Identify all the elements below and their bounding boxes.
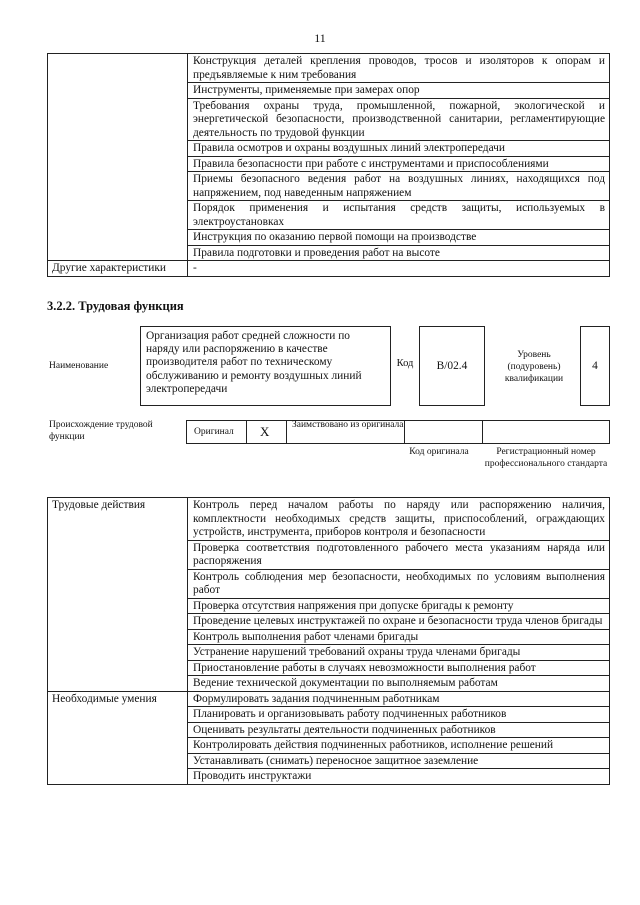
origin-borrowed-label: Заимствовано из оригинала <box>292 420 404 430</box>
knowledge-item: Инструменты, применяемые при замерах опор <box>188 83 610 99</box>
actions-label: Трудовые действия <box>48 498 188 692</box>
action-item: Проведение целевых инструктажей по охране и безопасности труда членов бригады <box>188 614 610 630</box>
level-label: Уровень (подуровень) квалификации <box>504 350 564 384</box>
table-row <box>48 54 610 83</box>
knowledge-label-cell <box>48 54 188 261</box>
code-label: Код <box>396 358 414 369</box>
page-number: 11 <box>314 31 326 45</box>
other-characteristics-label: Другие характеристики <box>48 261 188 277</box>
table-row <box>48 498 610 541</box>
table-row <box>48 261 610 277</box>
name-label: Наименование <box>49 361 109 371</box>
action-item: Устранение нарушений требований охраны труда членами бригады <box>188 645 610 661</box>
origin-mark: X <box>260 424 270 439</box>
action-item: Проверка соответствия подготовленного рабочего места указаниям наряда или распоряжения <box>188 540 610 569</box>
origin-original-cell <box>187 421 247 443</box>
skill-item: Формулировать задания подчиненным работникам <box>188 691 610 707</box>
other-characteristics-value: - <box>188 261 610 277</box>
level-box <box>580 326 610 406</box>
knowledge-item: Приемы безопасного ведения работ на воздушных линиях, находящихся под напряжением, под наведенным напряжением <box>188 172 610 201</box>
knowledge-item: Правила подготовки и проведения работ на высоте <box>188 245 610 261</box>
knowledge-table <box>47 53 610 277</box>
action-item: Проверка отсутствия напряжения при допуске бригады к ремонту <box>188 598 610 614</box>
action-item: Приостановление работы в случаях невозможности выполнения работ <box>188 660 610 676</box>
action-item: Контроль соблюдения мер безопасности, необходимых по условиям выполнения работ <box>188 569 610 598</box>
knowledge-item: Правила безопасности при работе с инструментами и приспособлениями <box>188 156 610 172</box>
origin-borrowed-cell <box>287 421 405 443</box>
origin-code-cell <box>405 421 483 443</box>
knowledge-item: Требования охраны труда, промышленной, пожарной, экологической и энергетической безопасности, производственной санитарии, регламентирующие деятельность по трудовой функции <box>188 98 610 141</box>
skill-item: Оценивать результаты деятельности подчиненных работников <box>188 722 610 738</box>
origin-label: Происхождение трудовой функции <box>49 420 153 442</box>
skill-item: Проводить инструктажи <box>188 769 610 785</box>
function-code-box <box>419 326 485 406</box>
origin-reg-number-cell <box>483 421 609 443</box>
table-row <box>48 691 610 707</box>
function-code-value: В/02.4 <box>436 360 468 372</box>
skill-item: Планировать и организовывать работу подчиненных работников <box>188 707 610 723</box>
function-name-box: Организация работ средней сложности по наряду или распоряжению в качестве производителя работ по техническому обслуживанию и ремонту воздушных линий электропередачи <box>140 326 391 406</box>
origin-row <box>186 420 610 444</box>
origin-reg-caption: Регистрационный номер профессионального стандарта <box>484 447 608 469</box>
origin-mark-cell <box>247 421 287 443</box>
origin-code-caption: Код оригинала <box>409 447 469 457</box>
action-item: Контроль перед началом работы по наряду или распоряжению наличия, комплектности необходимых средств защиты, приспособлений, ограждающих устройств, инструмента, приборов контроля и безопасности <box>188 498 610 541</box>
knowledge-item: Порядок применения и испытания средств защиты, используемых в электроустановках <box>188 201 610 230</box>
level-value: 4 <box>592 360 598 372</box>
function-details-table <box>47 497 610 785</box>
action-item: Ведение технической документации по выполняемым работам <box>188 676 610 692</box>
skill-item: Устанавливать (снимать) переносное защитное заземление <box>188 753 610 769</box>
action-item: Контроль выполнения работ членами бригады <box>188 629 610 645</box>
section-heading: 3.2.2. Трудовая функция <box>47 299 184 313</box>
skills-label: Необходимые умения <box>48 691 188 784</box>
knowledge-item: Инструкция по оказанию первой помощи на производстве <box>188 230 610 246</box>
knowledge-item: Конструкция деталей крепления проводов, тросов и изоляторов к опорам и предъявляемые к ним требования <box>188 54 610 83</box>
skill-item: Контролировать действия подчиненных работников, исполнение решений <box>188 738 610 754</box>
knowledge-item: Правила осмотров и охраны воздушных линий электропередачи <box>188 141 610 157</box>
origin-original-label: Оригинал <box>194 427 234 437</box>
